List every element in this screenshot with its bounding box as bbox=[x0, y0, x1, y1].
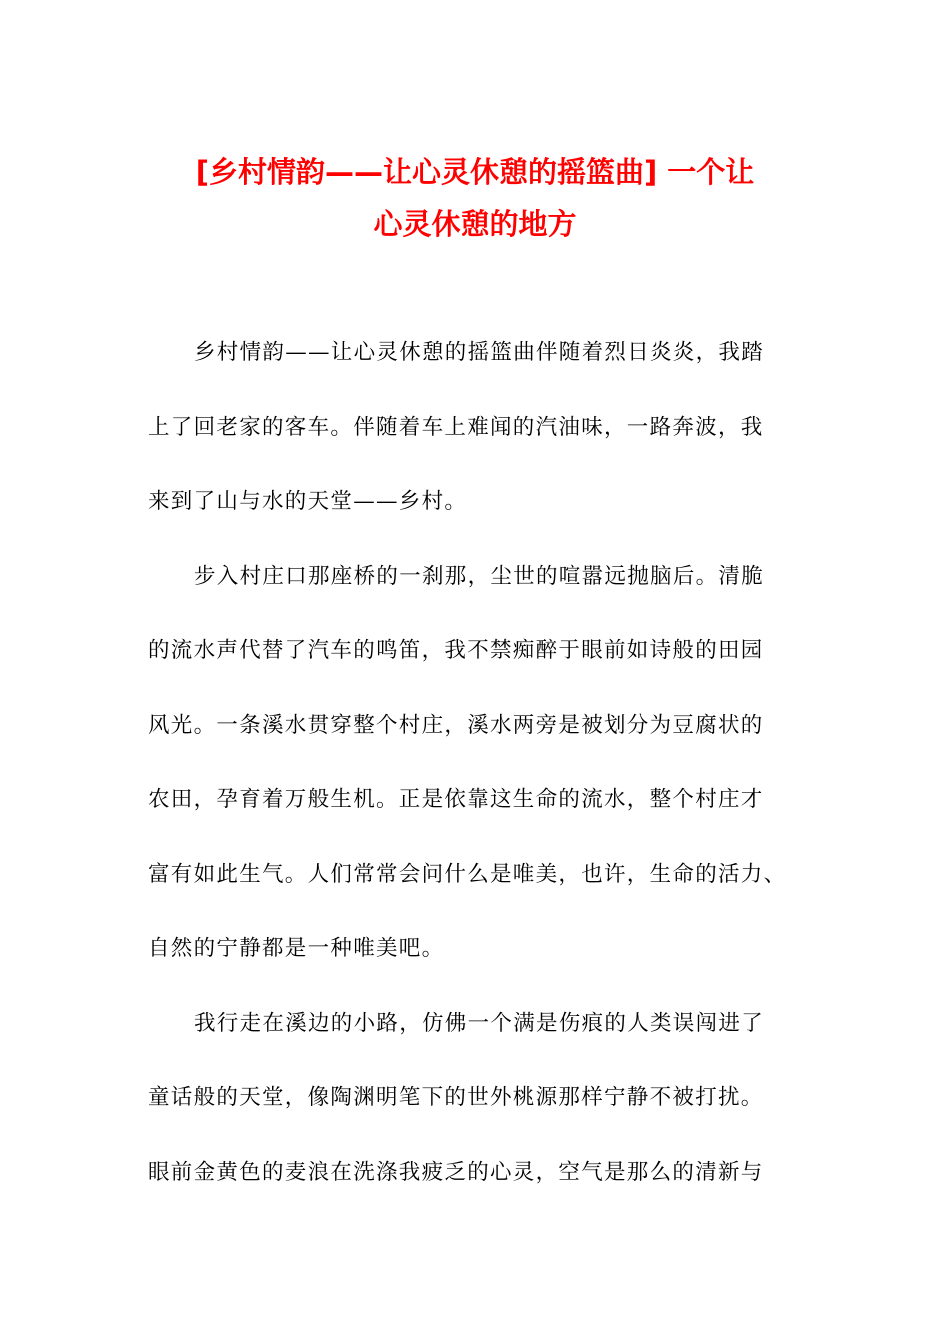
paragraph-2-line-6: 自然的宁静都是一种唯美吧。 bbox=[148, 936, 445, 961]
paragraph-2-line-1: 步入村庄口那座桥的一刹那，尘世的喧嚣远抛脑后。清脆 bbox=[194, 563, 765, 589]
title-line-1: [乡村情韵——让心灵休憩的摇篮曲] 一个让 bbox=[195, 155, 755, 189]
paragraph-2-line-5: 富有如此生气。人们常常会问什么是唯美，也许，生命的活力、 bbox=[148, 861, 787, 887]
paragraph-2-line-3: 风光。一条溪水贯穿整个村庄，溪水两旁是被划分为豆腐状的 bbox=[148, 712, 764, 738]
document-body bbox=[148, 328, 818, 1222]
document-title bbox=[120, 146, 830, 250]
paragraph-3-line-2: 童话般的天堂，像陶渊明笔下的世外桃源那样宁静不被打扰。 bbox=[148, 1085, 764, 1110]
paragraph-3-line-3: 眼前金黄色的麦浪在洗涤我疲乏的心灵，空气是那么的清新与 bbox=[148, 1159, 764, 1185]
title-line-2: 心灵休憩的地方 bbox=[373, 207, 577, 241]
paragraph-3-line-1: 我行走在溪边的小路，仿佛一个满是伤痕的人类误闯进了 bbox=[194, 1010, 765, 1036]
paragraph-2-line-2: 的流水声代替了汽车的鸣笛，我不禁痴醉于眼前如诗般的田园 bbox=[148, 638, 764, 663]
paragraph-2-line-4: 农田，孕育着万般生机。正是依靠这生命的流水，整个村庄才 bbox=[148, 787, 764, 812]
paragraph-1-line-3: 来到了山与水的天堂——乡村。 bbox=[148, 489, 468, 514]
paragraph-1-line-2: 上了回老家的客车。伴随着车上难闻的汽油味，一路奔波，我 bbox=[148, 414, 764, 440]
paragraph-1-line-1: 乡村情韵——让心灵休憩的摇篮曲伴随着烈日炎炎，我踏 bbox=[194, 340, 765, 365]
